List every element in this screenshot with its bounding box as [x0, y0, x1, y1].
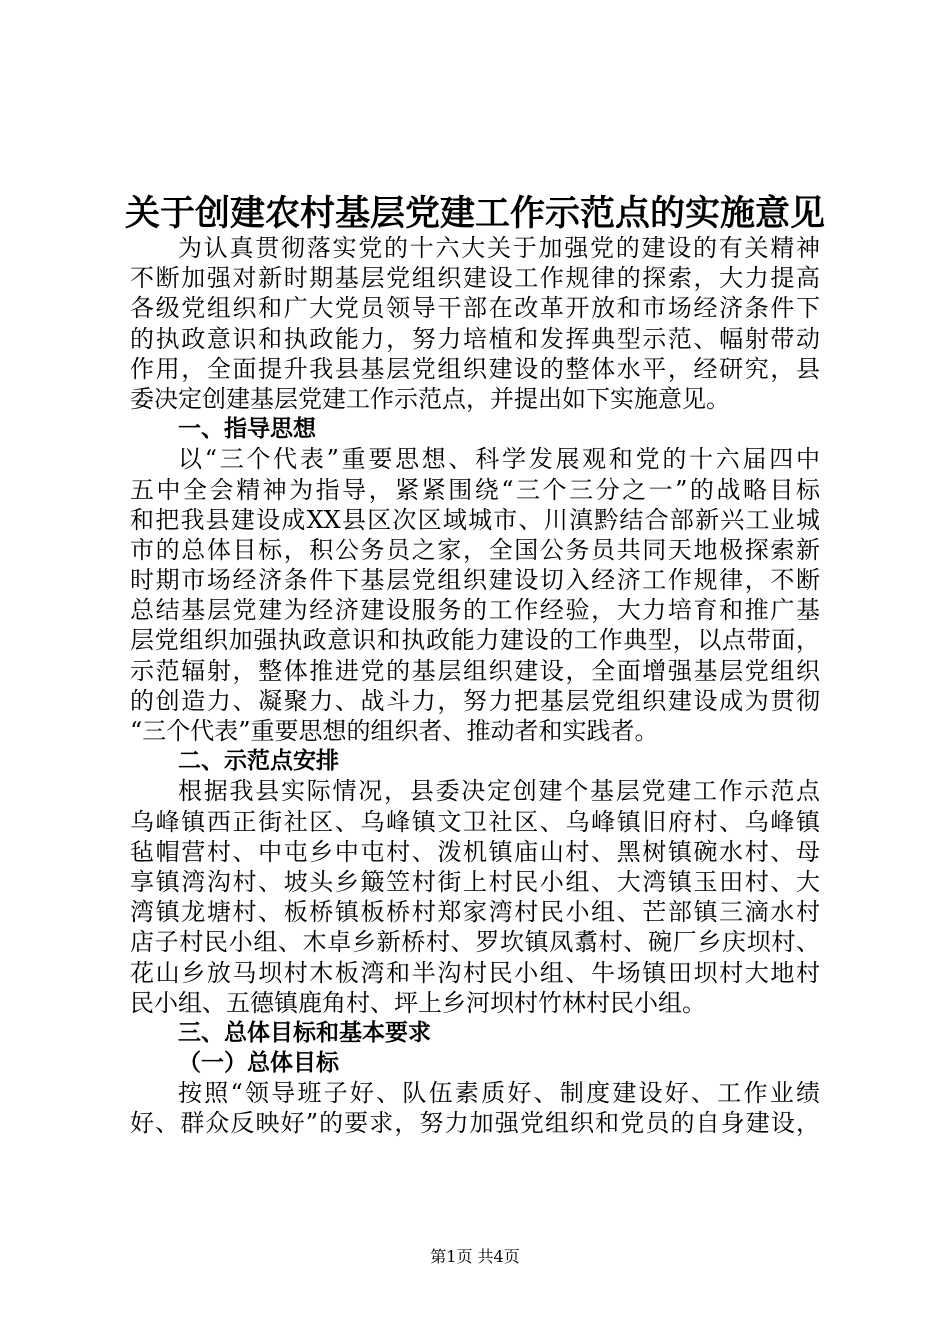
paragraph-line: “三个代表”重要思想的组织者、推动者和实践者。 [130, 717, 659, 745]
intro-paragraph [130, 233, 820, 414]
paragraph-line: 好、群众反映好”的要求，努力加强党组织和党员的自身建设， [130, 1109, 820, 1138]
paragraph-line: 的执政意识和执政能力，努力培植和发挥典型示范、幅射带动 [130, 324, 820, 353]
paragraph-line: 乌峰镇西正街社区、乌峰镇文卫社区、乌峰镇旧府村、乌峰镇 [130, 807, 820, 836]
paragraph-line: 店子村民小组、木卓乡新桥村、罗坎镇凤翥村、碗厂乡庆坝村、 [130, 928, 820, 957]
section3-paragraph [130, 1078, 820, 1138]
subsection-heading: （一）总体目标 [178, 1050, 339, 1077]
paragraph-line: 享镇湾沟村、坡头乡簸笠村街上村民小组、大湾镇玉田村、大 [130, 867, 820, 896]
paragraph-line: 的创造力、凝聚力、战斗力，努力把基层党组织建设成为贯彻 [130, 686, 820, 715]
paragraph-line: 民小组、五德镇鹿角村、坪上乡河坝村竹林村民小组。 [130, 988, 706, 1017]
section-heading: 三、总体目标和基本要求 [178, 1019, 431, 1046]
paragraph-line: 五中全会精神为指导，紧紧围绕“三个三分之一”的战略目标 [130, 475, 820, 504]
section1-paragraph [130, 444, 820, 746]
section-heading: 一、指导思想 [178, 416, 316, 443]
paragraph-line: 委决定创建基层党建工作示范点，并提出如下实施意见。 [130, 384, 730, 413]
paragraph-line: 总结基层党建为经济建设服务的工作经验，大力培育和推广基 [130, 596, 820, 625]
paragraph-line: 不断加强对新时期基层党组织建设工作规律的探索，大力提高 [130, 264, 820, 293]
paragraph-line: 示范辐射，整体推进党的基层组织建设，全面增强基层党组织 [130, 656, 820, 685]
paragraph-line: 和把我县建设成XX县区次区域城市、川滇黔结合部新兴工业城 [130, 505, 820, 534]
paragraph-line: 花山乡放马坝村木板湾和半沟村民小组、牛场镇田坝村大地村 [130, 958, 820, 987]
page-footer: 第1页 共4页 [430, 1247, 520, 1266]
paragraph-line: 湾镇龙塘村、板桥镇板桥村郑家湾村民小组、芒部镇三滴水村 [130, 898, 820, 927]
document-body [130, 233, 820, 1139]
paragraph-line: 市的总体目标，积公务员之家，全国公务员共同天地极探索新 [130, 535, 820, 564]
section2-paragraph [130, 776, 820, 1018]
paragraph-line: 按照“领导班子好、队伍素质好、制度建设好、工作业绩 [178, 1079, 820, 1108]
paragraph-line: 毡帽营村、中屯乡中屯村、泼机镇庙山村、黑树镇碗水村、母 [130, 837, 820, 866]
section-heading: 二、示范点安排 [178, 748, 339, 775]
paragraph-line: 以“三个代表”重要思想、科学发展观和党的十六届四中 [178, 445, 820, 474]
paragraph-line: 层党组织加强执政意识和执政能力建设的工作典型，以点带面， [130, 626, 820, 655]
paragraph-line: 为认真贯彻落实党的十六大关于加强党的建设的有关精神 [178, 234, 820, 262]
paragraph-line: 时期市场经济条件下基层党组织建设切入经济工作规律，不断 [130, 566, 820, 595]
document-title: 关于创建农村基层党建工作示范点的实施意见 [124, 194, 825, 234]
paragraph-line: 各级党组织和广大党员领导干部在改革开放和市场经济条件下 [130, 294, 820, 323]
paragraph-line: 作用，全面提升我县基层党组织建设的整体水平，经研究，县 [130, 354, 820, 383]
paragraph-line: 根据我县实际情况，县委决定创建个基层党建工作示范点 [178, 777, 820, 806]
